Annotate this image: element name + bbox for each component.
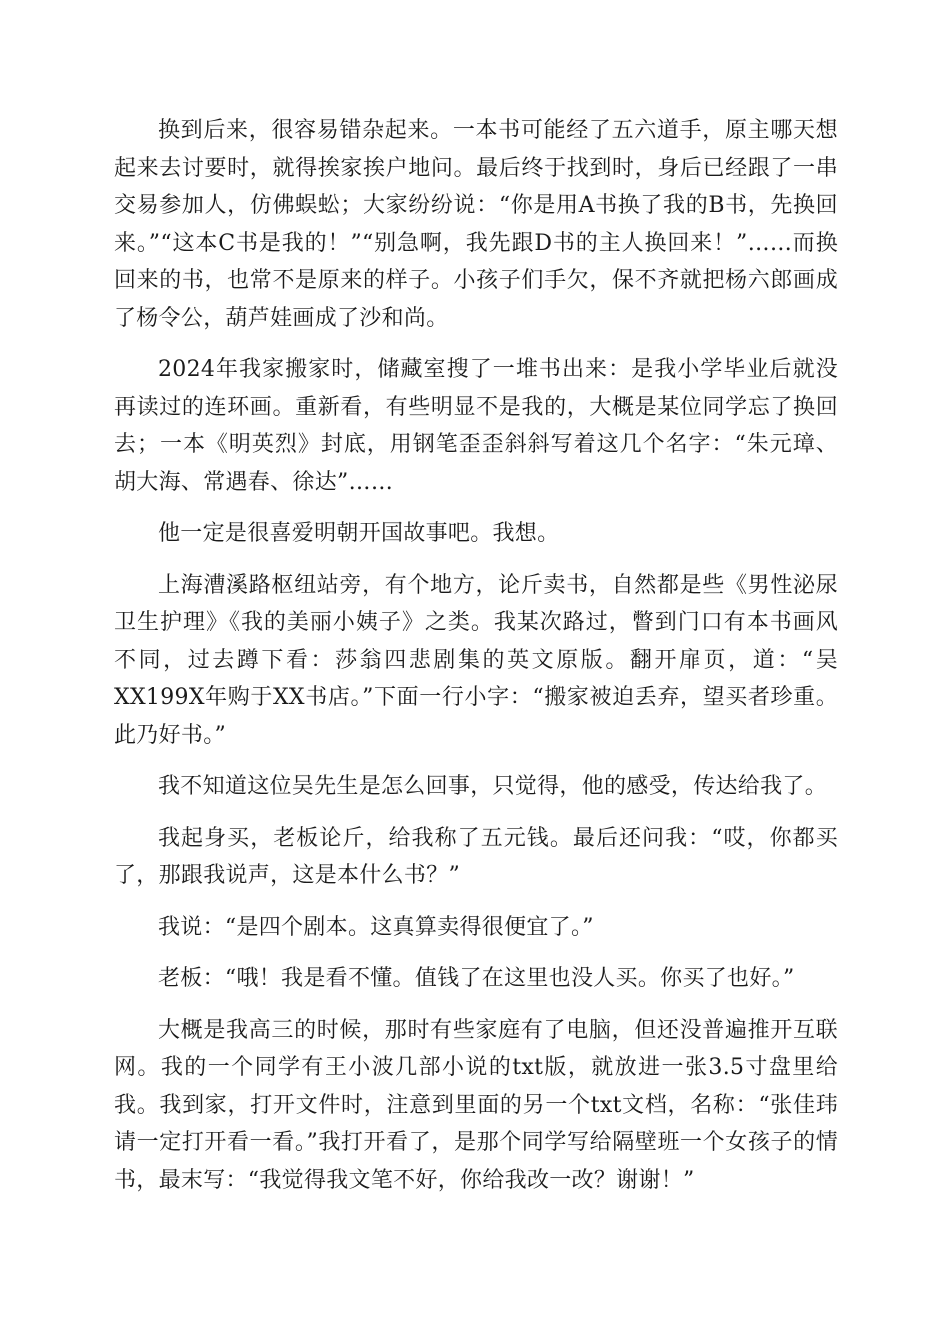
article-body (114, 112, 838, 1213)
paragraph-book-swap: 换到后来，很容易错杂起来。一本书可能经了五六道手，原主哪天想起来去讨要时，就得挨家挨户地问。最后终于找到时，身后已经跟了一串交易参加人，仿佛蜈蚣；大家纷纷说：“你是用A书换了我的B书，先换回来。”“这本C书是我的！”“别急啊，我先跟D书的主人换回来！”……而换回来的书，也常不是原来的样子。小孩子们手欠，保不齐就把杨六郎画成了杨令公，葫芦娃画成了沙和尚。 (114, 118, 838, 331)
paragraph-moving-2024: 2024年我家搬家时，储藏室搜了一堆书出来：是我小学毕业后就没再读过的连环画。重新看，有些明显不是我的，大概是某位同学忘了换回去；一本《明英烈》封底，用钢笔歪歪斜斜写着这几个名字：“朱元璋、胡大海、常遇春、徐达”…… (114, 357, 838, 495)
paragraph-i-said: 我说：“是四个剧本。这真算卖得很便宜了。” (158, 914, 594, 940)
paragraph-high-school: 大概是我高三的时候，那时有些家庭有了电脑，但还没普遍推开互联网。我的一个同学有王小波几部小说的txt版，就放进一张3.5寸盘里给我。我到家，打开文件时，注意到里面的另一个txt文档，名称：“张佳玮请一定打开看一看。”我打开看了，是那个同学写给隔壁班一个女孩子的情书，最末写：“我觉得我文笔不好，你给我改一改？谢谢！” (114, 1017, 838, 1193)
paragraph-mr-wu: 我不知道这位吴先生是怎么回事，只觉得，他的感受，传达给我了。 (158, 774, 828, 799)
paragraph-caoxi-road: 上海漕溪路枢纽站旁，有个地方，论斤卖书，自然都是些《男性泌尿卫生护理》《我的美丽小姨子》之类。我某次路过，瞥到门口有本书画风不同，过去蹲下看：莎翁四悲剧集的英文原版。翻开扉页，道：“吴XX199X年购于XX书店。”下面一行小字：“搬家被迫丢弃，望买者珍重。此乃好书。” (114, 572, 838, 748)
paragraph-boss-said: 老板：“哦！我是看不懂。值钱了在这里也没人买。你买了也好。” (158, 966, 795, 991)
paragraph-buying: 我起身买，老板论斤，给我称了五元钱。最后还问我：“哎，你都买了，那跟我说声，这是本什么书？” (114, 825, 838, 888)
paragraph-ming-story: 他一定是很喜爱明朝开国故事吧。我想。 (158, 521, 560, 546)
